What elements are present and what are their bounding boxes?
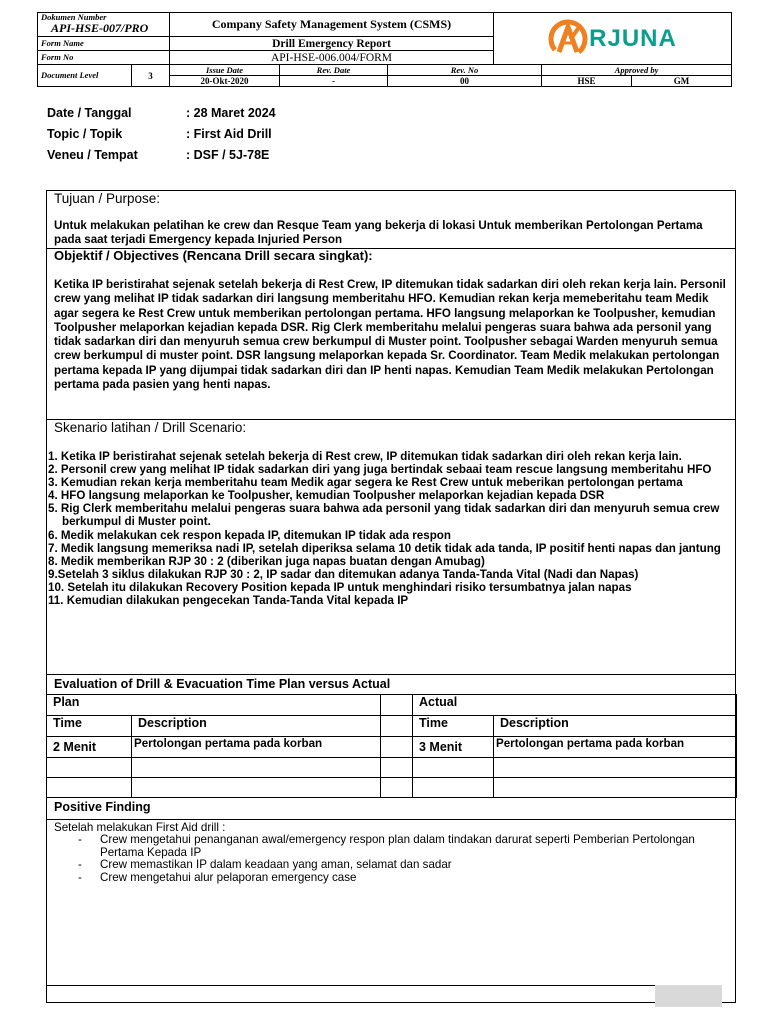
logo-text: RJUNA — [589, 24, 677, 52]
actual-desc-header: Description — [494, 716, 737, 737]
list-item: 9.Setelah 3 siklus dilakukan RJP 30 : 2, IP sadar dan ditemukan adanya Tanda-Tanda Vital (Nadi dan Napas) — [48, 567, 639, 581]
list-item: 1. Ketika IP beristirahat sejenak setelah bekerja di Rest crew, IP ditemukan tidak sadarkan diri oleh rekan kerja lain. — [48, 450, 682, 463]
rev-date-label: Rev. Date — [280, 65, 388, 76]
evaluation-table — [46, 694, 737, 798]
meta-venue — [47, 148, 447, 169]
scenario-section — [48, 420, 732, 607]
arjuna-logo-icon — [548, 19, 588, 59]
rev-no-label: Rev. No — [388, 65, 542, 76]
table-row — [47, 778, 737, 798]
meta-topic — [47, 127, 447, 148]
list-item: - Crew mengetahui penanganan awal/emergency respon plan dalam tindakan darurat seperti Pemberian Pertolongan Pertama Kepada IP — [54, 834, 730, 859]
doc-number: API-HSE-007/PRO — [51, 21, 149, 35]
positive-section — [54, 821, 730, 884]
meta-date-label: Date / Tanggal — [47, 106, 132, 120]
positive-title: Positive Finding — [54, 800, 151, 814]
doc-level-label: Document Level — [38, 65, 132, 87]
objective-text: Ketika IP beristirahat sejenak setelah bekerja di Rest Crew, IP ditemukan tidak sadarkan diri oleh rekan kerja lain. Personil crew yang melihat IP tidak sadarkan diri langsung memberitahu HFO. Kemudian rekan kerja memeberitahu team Medik agar segera ke Rest Crew untuk memberikan pertolongan pertama. HFO langsung melaporkan ke Toolpusher, kemudian Toolpusher melaporkan kejadian kepada DSR. Rig Clerk memberitahu melalui pengeras suara bahwa ada personil yang tidak sadarkan diri dan menyuruh semua crew berkumpul di Muster point. Toolpusher sebagai Warden menyuruh semua crew berkumpul di muster point. DSR langsung melaporkan kepada Sr. Coordinator. Team Medik melakukan pertolongan pertama kepada IP yang dijumpai tidak sadarkan diri dan IP henti napas. Kemudian Team Medik melakukan Pertolongan pertama pada pasien yang henti napas. — [54, 278, 726, 392]
plan-time: 2 Menit — [47, 737, 132, 758]
form-no: API-HSE-006.004/FORM — [170, 51, 494, 65]
form-name: Drill Emergency Report — [170, 37, 494, 51]
meta-block — [47, 106, 447, 169]
list-item: 6. Medik melakukan cek respon kepada IP, ditemukan IP tidak ada respon — [48, 528, 451, 542]
divider — [46, 985, 655, 986]
plan-desc: Pertolongan pertama pada korban — [132, 737, 381, 758]
issue-date: 20-Okt-2020 — [170, 76, 280, 87]
list-item: 2. Personil crew yang melihat IP tidak sadarkan diri yang juga bertindak sebaai team rescue langsung memberitahu HFO — [48, 463, 712, 477]
list-item: - Crew memastikan IP dalam keadaan yang aman, selamat dan sadar — [54, 859, 730, 872]
actual-time: 3 Menit — [413, 737, 494, 758]
form-no-label: Form No — [38, 51, 170, 65]
meta-topic-label: Topic / Topik — [47, 127, 123, 141]
list-item: 10. Setelah itu dilakukan Recovery Position kepada IP untuk menghindari risiko tersumbatnya jalan napas — [48, 580, 632, 594]
objective-section — [54, 248, 730, 392]
issue-date-label: Issue Date — [170, 65, 280, 76]
list-item: 7. Medik langsung memeriksa nadi IP, setelah diperiksa selama 10 detik tidak ada tanda, IP positif henti napas dan jantung — [48, 541, 721, 555]
footer-bar — [655, 985, 722, 1007]
rev-date: - — [280, 76, 388, 87]
plan-time-header: Time — [47, 716, 132, 737]
list-item: 8. Medik memberikan RJP 30 : 2 (diberikan juga napas buatan dengan Amubag) — [48, 554, 485, 568]
meta-date-value: : 28 Maret 2024 — [186, 106, 276, 120]
meta-date — [47, 106, 447, 127]
meta-venue-label: Veneu / Tempat — [47, 148, 138, 162]
doc-level: 3 — [132, 65, 170, 87]
system-title: Company Safety Management System (CSMS) — [170, 13, 494, 37]
plan-desc-header: Description — [132, 716, 381, 737]
actual-desc: Pertolongan pertama pada korban — [494, 737, 737, 758]
scenario-title: Skenario latihan / Drill Scenario: — [54, 420, 247, 435]
doc-number-label: Dokumen Number — [41, 12, 107, 22]
list-item: 11. Kemudian dilakukan pengecekan Tanda-Tanda Vital kepada IP — [48, 594, 409, 608]
approved-by-label: Approved by — [542, 65, 732, 76]
objective-title: Objektif / Objectives (Rencana Drill secara singkat): — [54, 248, 373, 263]
plan-header: Plan — [47, 695, 381, 716]
purpose-section — [54, 190, 730, 247]
divider — [46, 674, 736, 675]
positive-intro: Setelah melakukan First Aid drill : — [54, 821, 226, 834]
meta-venue-value: : DSF / 5J-78E — [186, 148, 270, 162]
list-item: 4. HFO langsung melaporkan ke Toolpusher, kemudian Toolpusher melaporkan kejadian kepada DSR — [48, 489, 605, 503]
list-item: 3. Kemudian rekan kerja memberitahu team Medik agar segera ke Rest Crew untuk meberikan pertolongan pertama — [48, 476, 683, 490]
scenario-list — [48, 450, 732, 607]
company-logo — [494, 13, 732, 65]
positive-list — [54, 834, 730, 884]
list-item: - Crew mengetahui alur pelaporan emergency case — [54, 872, 730, 885]
approver-gm: GM — [632, 76, 732, 87]
table-row — [47, 737, 737, 758]
document-header — [37, 12, 732, 87]
rev-no: 00 — [388, 76, 542, 87]
approver-hse: HSE — [542, 76, 632, 87]
list-item: 5. Rig Clerk memberitahu melalui pengeras suara bahwa ada personil yang tidak sadarkan diri dan menyuruh semua crew berkumpul di Muster point. — [48, 502, 720, 529]
purpose-title: Tujuan / Purpose: — [54, 191, 161, 206]
table-row — [47, 758, 737, 778]
divider — [46, 819, 736, 820]
evaluation-title: Evaluation of Drill & Evacuation Time Plan versus Actual — [54, 677, 391, 691]
purpose-text: Untuk melakukan pelatihan ke crew dan Resque Team yang bekerja di lokasi Untuk memberikan Pertolongan Pertama pada saat terjadi Emergency kepada Injuried Person — [54, 219, 703, 246]
meta-topic-value: : First Aid Drill — [186, 127, 272, 141]
actual-time-header: Time — [413, 716, 494, 737]
form-name-label: Form Name — [38, 37, 170, 51]
actual-header: Actual — [413, 695, 737, 716]
